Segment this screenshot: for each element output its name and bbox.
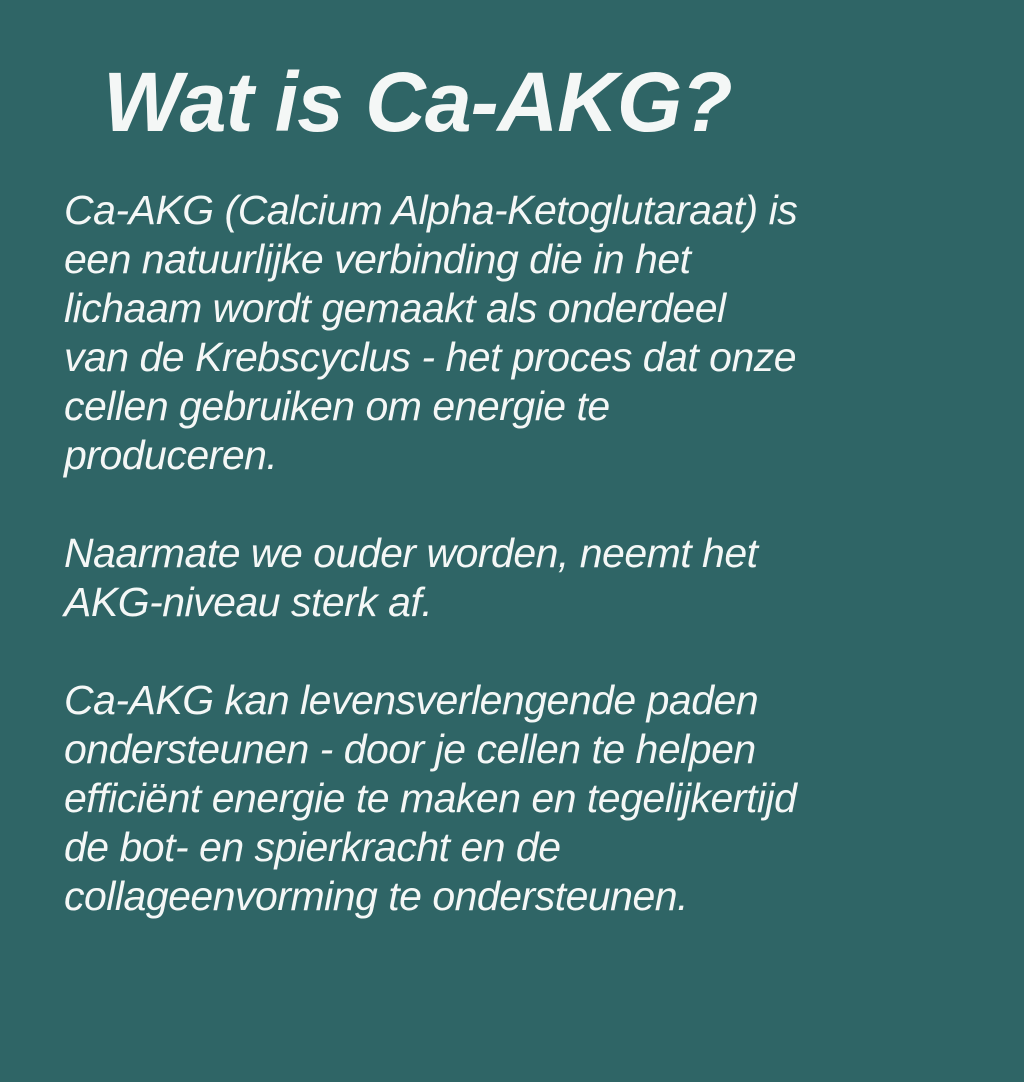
text-line: collageenvorming te ondersteunen. [64, 872, 688, 919]
paragraph-what-is-caakg [64, 186, 994, 480]
infographic-card [0, 55, 1024, 1082]
page-title: Wat is Ca-AKG? [103, 55, 732, 149]
text-line: AKG-niveau sterk af. [64, 578, 433, 625]
text-line: Ca-AKG kan levensverlengende paden [64, 676, 759, 723]
text-line: Ca-AKG (Calcium Alpha-Ketoglutaraat) is [64, 186, 798, 233]
text-line: Naarmate we ouder worden, neemt het [64, 529, 758, 576]
text-line: de bot- en spierkracht en de [64, 823, 561, 870]
text-line: cellen gebruiken om energie te [64, 382, 610, 429]
paragraph-akg-declines-with-age [64, 529, 994, 627]
text-line: ondersteunen - door je cellen te helpen [64, 725, 756, 772]
text-line: van de Krebscyclus - het proces dat onze [64, 333, 797, 380]
text-line: produceren. [64, 431, 278, 478]
body-text [64, 186, 994, 921]
text-line: lichaam wordt gemaakt als onderdeel [64, 284, 726, 331]
text-line: een natuurlijke verbinding die in het [64, 235, 691, 282]
paragraph-caakg-benefits [64, 676, 994, 921]
text-line: efficiënt energie te maken en tegelijkertijd [64, 774, 797, 821]
